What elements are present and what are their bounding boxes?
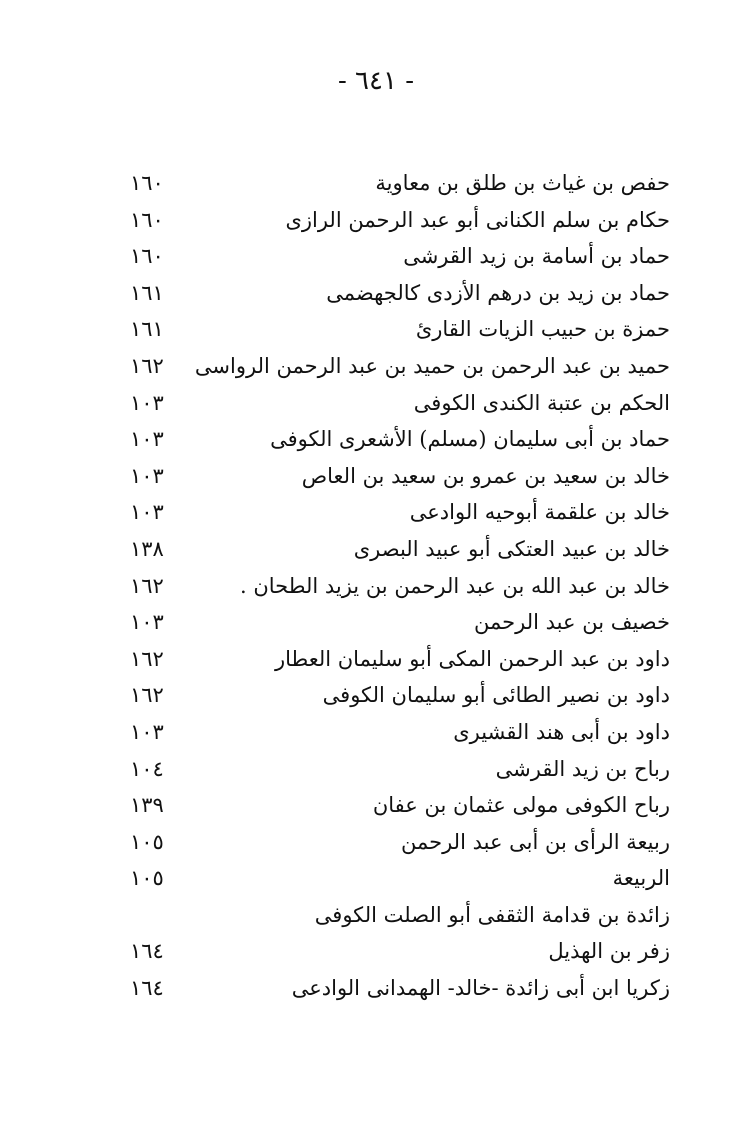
entry-page-number: ١٠٥ (130, 829, 164, 854)
entry-page-number: ١٠٥ (130, 866, 164, 891)
entry-name: حميد بن عبد الرحمن بن حميد بن عبد الرحمن الرواسى (194, 353, 670, 378)
entry-name: خالد بن عبد الله بن عبد الرحمن بن يزيد الطحان . (239, 573, 670, 598)
entry-name: ربيعة الرأى بن أبى عبد الرحمن (400, 829, 670, 854)
entry-name: الربيعة (612, 866, 670, 891)
entry-page-number: ١٣٩ (130, 793, 164, 818)
entry-name: داود بن نصير الطائى أبو سليمان الكوفى (322, 683, 670, 708)
index-entry (130, 641, 670, 678)
entry-name: حفص بن غياث بن طلق بن معاوية (375, 171, 670, 195)
index-entry (130, 458, 670, 495)
entry-name: الحكم بن عتبة الكندى الكوفى (413, 390, 670, 415)
index-entry (130, 714, 670, 751)
entry-page-number: ١٠٣ (130, 610, 164, 635)
entry-name: زكريا ابن أبى زائدة -خالد- الهمدانى الوادعى (291, 976, 670, 1001)
entry-page-number: ١٦١ (130, 280, 164, 305)
index-entry (130, 897, 670, 934)
index-entry (130, 677, 670, 714)
index-entry (130, 970, 670, 1007)
entry-page-number: ١٦٠ (130, 207, 164, 232)
index-entry (130, 933, 670, 970)
index-entry (130, 824, 670, 861)
entry-page-number: ١٦٠ (130, 244, 164, 269)
entry-page-number: ١٠٤ (130, 756, 164, 781)
entry-name: حكام بن سلم الكنانى أبو عبد الرحمن الرازى (285, 207, 670, 232)
entry-page-number: ١٦٤ (130, 939, 164, 964)
entry-name: حمزة بن حبيب الزيات القارئ (415, 317, 670, 342)
entry-name: خالد بن علقمة أبوحيه الوادعى (409, 500, 670, 525)
entry-page-number: ١٦٢ (130, 353, 164, 378)
entry-page-number: ١٦٢ (130, 683, 164, 708)
index-entry (130, 385, 670, 422)
entry-page-number: ١٦١ (130, 317, 164, 342)
entry-name: حماد بن أبى سليمان (مسلم) الأشعرى الكوفى (270, 427, 670, 452)
index-entry (130, 531, 670, 568)
entry-page-number: ١٠٣ (130, 390, 164, 415)
index-entry (130, 604, 670, 641)
index-entry (130, 751, 670, 788)
entry-page-number: ١٠٣ (130, 427, 164, 452)
entry-page-number: ١٦٢ (130, 646, 164, 671)
entry-name: رباح الكوفى مولى عثمان بن عفان (372, 793, 670, 818)
entry-page-number: ١٦٠ (130, 171, 164, 195)
entry-page-number: ١٦٢ (130, 573, 164, 598)
entry-name: داود بن أبى هند القشيرى (453, 719, 670, 744)
entry-name: رباح بن زيد القرشى (495, 756, 670, 781)
page-number: - ٦٤١ - (337, 66, 415, 96)
entry-name: زفر بن الهذيل (548, 939, 670, 964)
index-entry (130, 275, 670, 312)
index-entry (130, 202, 670, 239)
index-entry (130, 568, 670, 605)
entry-page-number: ١٣٨ (130, 536, 164, 561)
index-list (130, 165, 670, 1007)
entry-name: حماد بن أسامة بن زيد القرشى (403, 244, 670, 269)
index-entry (130, 787, 670, 824)
entry-name: خصيف بن عبد الرحمن (474, 610, 670, 635)
index-entry (130, 311, 670, 348)
entry-page-number: ١٠٣ (130, 719, 164, 744)
entry-name: داود بن عبد الرحمن المكى أبو سليمان العطار (274, 646, 670, 671)
entry-page-number: ١٠٣ (130, 500, 164, 525)
index-entry (130, 238, 670, 275)
index-entry (130, 860, 670, 897)
entry-page-number: ١٦٤ (130, 976, 164, 1001)
entry-name: زائدة بن قدامة الثقفى أبو الصلت الكوفى (314, 902, 670, 927)
entry-name: حماد بن زيد بن درهم الأزدى كالجهضمى (326, 280, 670, 305)
index-entry (130, 165, 670, 202)
index-entry (130, 348, 670, 385)
index-entry (130, 494, 670, 531)
entry-name: خالد بن عبيد العتكى أبو عبيد البصرى (353, 536, 670, 561)
index-entry (130, 421, 670, 458)
entry-page-number: ١٠٣ (130, 463, 164, 488)
entry-name: خالد بن سعيد بن عمرو بن سعيد بن العاص (301, 463, 670, 488)
